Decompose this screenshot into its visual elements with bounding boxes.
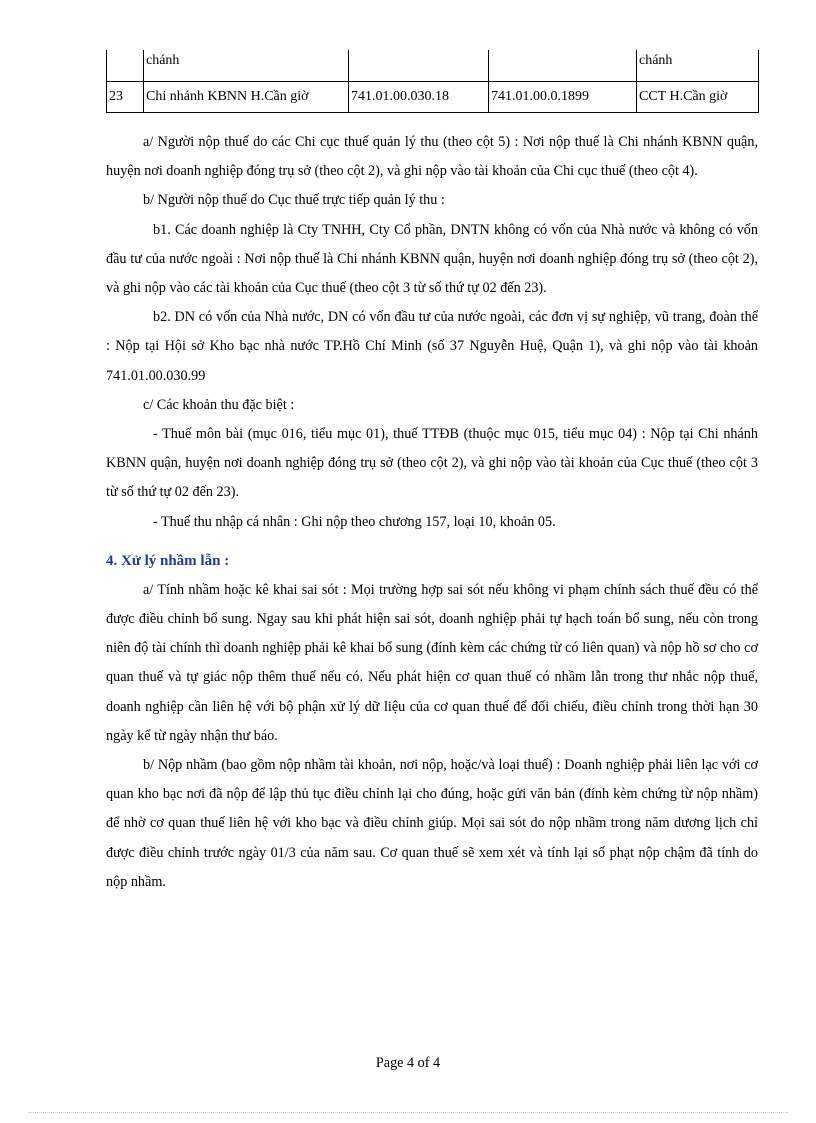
paragraph-c1: - Thuế môn bài (mục 016, tiểu mục 01), thuế TTĐB (thuộc mục 015, tiểu mục 04) : Nộp tại Chi nhánh KBNN quận, huyện nơi doanh nghiệp đóng trụ sở (theo cột 2), và ghi nộp vào tài khoản của Cục thuế (theo cột 3 từ số thứ tự 02 đến 23).	[106, 426, 758, 501]
paragraph-4a: a/ Tính nhầm hoặc kê khai sai sót : Mọi trường hợp sai sót nếu không vi phạm chính sách thuế đều có thể được điều chỉnh bổ sung. Ngay sau khi phát hiện sai sót, doanh nghiệp phải tự hạch toán bổ sung, nếu còn trong niên độ tài chính thì doanh nghiệp phải kê khai bổ sung (đính kèm các chứng từ có liên quan) và nộp hồ sơ cho cơ quan thuế và tự giác nộp thêm thuế nếu có. Nếu phát hiện cơ quan thuế có nhầm lẫn trong thư nhắc nộp thuế, doanh nghiệp cần liên hệ với bộ phận xử lý dữ liệu của cơ quan thuế để đối chiếu, điều chỉnh trong thời hạn 30 ngày kể từ ngày nhận thư báo.	[106, 581, 758, 744]
paragraph-a: a/ Người nộp thuế do các Chi cục thuế quản lý thu (theo cột 5) : Nơi nộp thuế là Chi nhánh KBNN quận, huyện nơi doanh nghiệp đóng trụ sở (theo cột 2), và ghi nộp vào tài khoản của Chi cục thuế (theo cột 4).	[106, 134, 758, 180]
table-cell-tax-office: CCT H.Cần giờ	[637, 82, 759, 113]
paragraph-b: b/ Người nộp thuế do Cục thuế trực tiếp quản lý thu :	[143, 192, 445, 209]
table-cell-branch: chánh	[144, 50, 349, 82]
paragraph-c: c/ Các khoản thu đặc biệt :	[143, 396, 295, 413]
table-cell-no: 23	[107, 82, 144, 113]
paragraph-4b: b/ Nộp nhầm (bao gồm nộp nhầm tài khoản, nơi nộp, hoặc/và loại thuế) : Doanh nghiệp phải liên lạc với cơ quan kho bạc nơi đã nộp để lập thủ tục điều chỉnh lại cho đúng, hoặc gửi văn bản (đính kèm chứng từ nộp nhầm) để nhờ cơ quan thuế liên hệ với kho bạc và điều chỉnh giúp. Mọi sai sót do nộp nhầm trong năm dương lịch chỉ được điều chỉnh trước ngày 01/3 của năm sau. Cơ quan thuế sẽ xem xét và tính lại số phạt nộp chậm đã tính do nộp nhầm.	[106, 757, 758, 890]
table-cell-account-2	[489, 50, 637, 82]
table-row	[107, 50, 759, 82]
paragraph-b1: b1. Các doanh nghiệp là Cty TNHH, Cty Cổ phần, DNTN không có vốn của Nhà nước và không có vốn đầu tư của nước ngoài : Nơi nộp thuế là Chi nhánh KBNN quận, huyện nơi doanh nghiệp đóng trụ sở (theo cột 2), và ghi nộp vào các tài khoản của Cục thuế (theo cột 3 từ số thứ tự 02 đến 23).	[106, 221, 758, 297]
table-cell-account-1	[349, 50, 489, 82]
paragraph-c2: - Thuế thu nhập cá nhân : Ghi nộp theo chương 157, loại 10, khoản 05.	[153, 513, 556, 530]
document-body	[106, 128, 758, 897]
table-cell-account-2: 741.01.00.0.1899	[489, 82, 637, 113]
table-cell-account-1: 741.01.00.030.18	[349, 82, 489, 113]
table-row	[107, 82, 759, 113]
table-cell-no	[107, 50, 144, 82]
paragraph-b2: b2. DN có vốn của Nhà nước, DN có vốn đầu tư của nước ngoài, các đơn vị sự nghiệp, vũ trang, đoàn thể : Nộp tại Hội sở Kho bạc nhà nước TP.Hồ Chí Minh (số 37 Nguyễn Huệ, Quận 1), và ghi nộp vào tài khoản 741.01.00.030.99	[106, 309, 758, 384]
table-cell-branch: Chi nhánh KBNN H.Cần giờ	[144, 82, 349, 113]
page-bottom-divider	[28, 1112, 788, 1113]
page-number: Page 4 of 4	[375, 1055, 441, 1071]
kbnn-account-table	[106, 50, 759, 113]
section-heading: 4. Xử lý nhầm lẫn :	[106, 552, 230, 569]
table-cell-tax-office: chánh	[637, 50, 759, 82]
